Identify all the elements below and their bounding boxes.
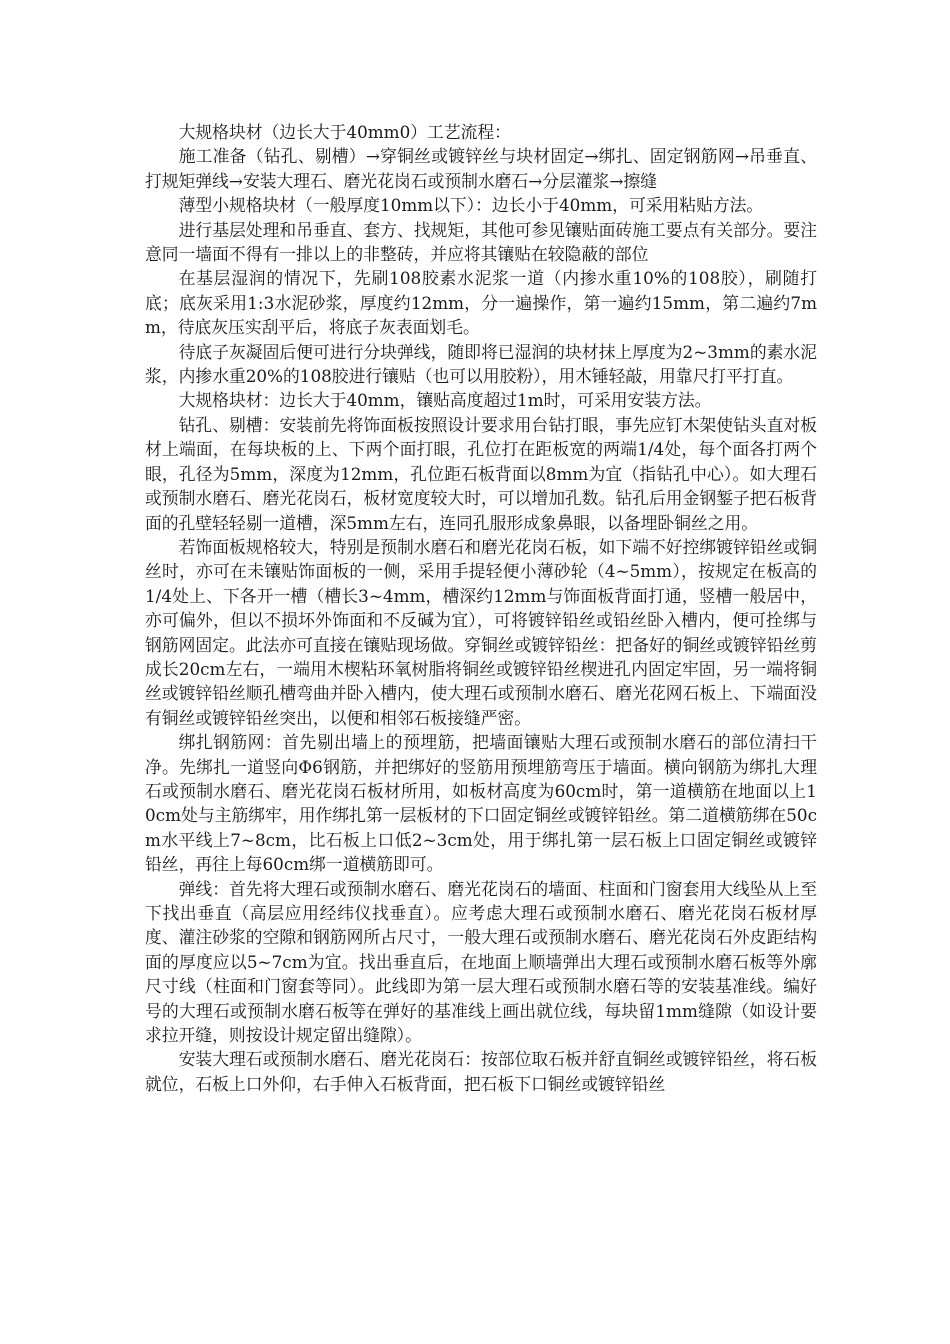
paragraph-base-treatment: 进行基层处理和吊垂直、套方、找规矩，其他可参见镶贴面砖施工要点有关部分。要注意同一墙面不得有一排以上的非整砖，并应将其镶贴在较隐蔽的部位 bbox=[145, 219, 817, 265]
paragraph-process-flow: 施工准备（钻孔、剔槽）→穿铜丝或镀锌丝与块材固定→绑扎、固定钢筋网→吊垂直、打规矩弹线→安装大理石、磨光花岗石或预制水磨石→分层灌浆→擦缝 bbox=[145, 146, 817, 191]
paragraph-grooving-wiring: 若饰面板规格较大，特别是预制水磨石和磨光花岗石板，如下端不好控绑镀锌铅丝或铜丝时，亦可在未镶贴饰面板的一侧，采用手提轻便小薄砂轮（4~5mm），按规定在板高的1/4处上、下各开一槽（槽长3~4mm，槽深约12mm与饰面板背面打通，竖槽一般居中，亦可偏外，但以不损坏外饰面和不反碱为宜），可将镀锌铅丝或铅丝卧入槽内，便可拴绑与钢筋网固定。此法亦可直接在镶贴现场做。穿铜丝或镀锌铅丝：把备好的铜丝或镀锌铅丝剪成长20cm左右，一端用木楔粘环氧树脂将铜丝或镀锌铅丝楔进孔内固定牢固，另一端将铜丝或镀锌铅丝顺孔槽弯曲并卧入槽内，使大理石或预制水磨石、磨光花网石板上、下端面没有铜丝或镀锌铅丝突出，以便和相邻石板接缝严密。 bbox=[145, 536, 817, 728]
document-body bbox=[145, 120, 817, 1096]
paragraph-process-heading: 大规格块材（边长大于40mm0）工艺流程： bbox=[178, 122, 511, 142]
paragraph-rebar-mesh: 绑扎钢筋网：首先剔出墙上的预埋筋，把墙面镶贴大理石或预制水磨石的部位清扫干净。先绑扎一道竖向Φ6钢筋，并把绑好的竖筋用预埋筋弯压于墙面。横向钢筋为绑扎大理石或预制水磨石、磨光花岗石板材所用，如板材高度为60cm时，第一道横筋在地面以上10cm处与主筋绑牢，用作绑扎第一层板材的下口固定铜丝或镀锌铅丝。第二道横筋绑在50cm水平线上7~8cm，比石板上口低2~3cm处，用于绑扎第一层石板上口固定铜丝或镀锌铅丝，再往上每60cm绑一道横筋即可。 bbox=[145, 732, 817, 875]
paragraph-large-blocks: 大规格块材：边长大于40mm，镶贴高度超过1m时，可采用安装方法。 bbox=[178, 390, 712, 411]
paragraph-base-coat: 在基层湿润的情况下，先刷108胶素水泥浆一道（内掺水重10%的108胶），刷随打底；底灰采用1:3水泥砂浆，厚度约12mm，分一遍操作，第一遍约15mm，第二遍约7mm，待底灰压实刮平后，将底子灰表面划毛。 bbox=[145, 268, 817, 338]
paragraph-drilling: 钻孔、剔槽：安装前先将饰面板按照设计要求用台钻打眼，事先应钉木架使钻头直对板材上端面，在每块板的上、下两个面打眼，孔位打在距板宽的两端1/4处，每个面各打两个眼，孔径为5mm，深度为12mm，孔位距石板背面以8mm为宜（指钻孔中心）。如大理石或预制水磨石、磨光花岗石，板材宽度较大时，可以增加孔数。钻孔后用金钢錾子把石板背面的孔壁轻轻剔一道槽，深5mm左右，连同孔服形成象鼻眼，以备埋卧铜丝之用。 bbox=[145, 414, 817, 533]
paragraph-installation: 安装大理石或预制水磨石、磨光花岗石：按部位取石板并舒直铜丝或镀锌铅丝，将石板就位，石板上口外仰，右手伸入石板背面，把石板下口铜丝或镀锌铅丝 bbox=[145, 1049, 817, 1094]
paragraph-thin-small-blocks: 薄型小规格块材（一般厚度10mm以下）：边长小于40mm，可采用粘贴方法。 bbox=[178, 195, 764, 216]
paragraph-line-marking: 弹线：首先将大理石或预制水磨石、磨光花岗石的墙面、柱面和门窗套用大线坠从上至下找出垂直（高层应用经纬仪找垂直）。应考虑大理石或预制水磨石、磨光花岗石板材厚度、灌注砂浆的空隙和钢筋网所占尺寸，一般大理石或预制水磨石、磨光花岗石外皮距结构面的厚度应以5~7cm为宜。找出垂直后，在地面上顺墙弹出大理石或预制水磨石板等外廓尺寸线（柱面和门窗套等同）。此线即为第一层大理石或预制水磨石等的安装基准线。编好号的大理石或预制水磨石板等在弹好的基准线上画出就位线，每块留1mm缝隙（如设计要求拉开缝，则按设计规定留出缝隙）。 bbox=[145, 878, 817, 1046]
paragraph-tiling: 待底子灰凝固后便可进行分块弹线，随即将已湿润的块材抹上厚度为2~3mm的素水泥浆，内掺水重20%的108胶进行镶贴（也可以用胶粉），用木锤轻敲，用靠尺打平打直。 bbox=[145, 341, 817, 387]
